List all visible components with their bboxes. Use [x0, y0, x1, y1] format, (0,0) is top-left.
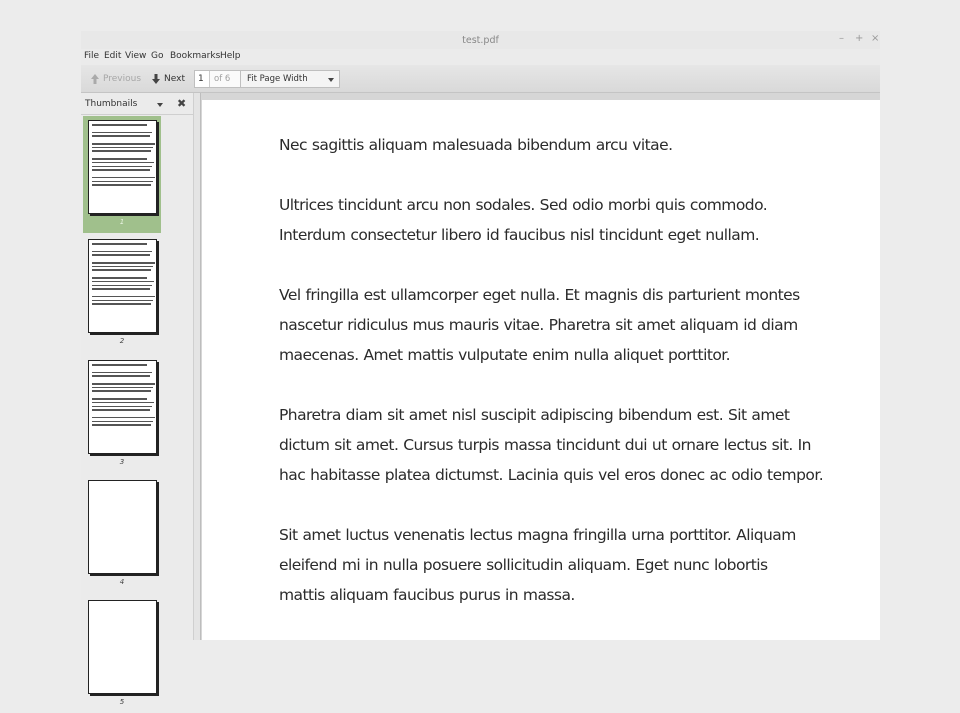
- previous-page-button[interactable]: [91, 71, 141, 87]
- text-line: Vel fringilla est ullamcorper eget nulla. Et magnis dis parturient montes: [279, 286, 800, 304]
- chevron-down-icon: [328, 78, 334, 82]
- thumbnail-image: [88, 480, 157, 574]
- sidebar-header: [81, 93, 194, 115]
- document-paragraph: [279, 190, 859, 250]
- close-window-button[interactable]: ×: [871, 33, 880, 44]
- document-paragraph: [279, 520, 859, 610]
- text-line: eleifend mi in nulla posuere sollicitudin aliquam. Eget nunc lobortis: [279, 556, 768, 574]
- sidebar-splitter[interactable]: [194, 93, 201, 640]
- pdf-viewer-window: [81, 31, 880, 706]
- page-count-label: of 6: [214, 74, 231, 84]
- thumbnail-page[interactable]: [83, 356, 161, 473]
- thumbnail-page-number: 1: [119, 218, 125, 226]
- title-bar: [81, 31, 880, 49]
- document-paragraph: [279, 400, 859, 490]
- next-page-button[interactable]: [152, 71, 185, 87]
- thumbnail-page-number: 5: [119, 698, 125, 706]
- next-label: Next: [164, 74, 185, 84]
- text-line: mattis aliquam faucibus purus in massa.: [279, 586, 575, 604]
- chevron-down-icon[interactable]: [157, 103, 163, 107]
- thumbnail-page[interactable]: [83, 116, 161, 233]
- menu-file[interactable]: File: [84, 51, 100, 61]
- menu-view[interactable]: View: [125, 51, 147, 61]
- thumbnail-image: [88, 239, 157, 333]
- menu-bookmarks[interactable]: Bookmarks: [170, 51, 221, 61]
- minimize-button[interactable]: –: [839, 33, 844, 44]
- thumbnail-image: [88, 360, 157, 454]
- document-view[interactable]: [201, 93, 880, 640]
- thumbnail-page[interactable]: [83, 596, 161, 713]
- text-line: Pharetra diam sit amet nisl suscipit adipiscing bibendum est. Sit amet: [279, 406, 790, 424]
- menu-bar: [81, 49, 880, 65]
- thumbnail-page[interactable]: [83, 235, 161, 352]
- text-line: nascetur ridiculus mus mauris vitae. Pharetra sit amet aliquam id diam: [279, 316, 798, 334]
- zoom-value: Fit Page Width: [247, 74, 308, 84]
- thumbnail-page-number: 2: [119, 337, 125, 345]
- close-icon[interactable]: ✖: [177, 97, 187, 110]
- text-line: Nec sagittis aliquam malesuada bibendum arcu vitae.: [279, 136, 673, 154]
- thumbnail-image: [88, 120, 157, 214]
- maximize-button[interactable]: +: [855, 33, 864, 44]
- document-paragraph: [279, 280, 859, 370]
- arrow-up-icon: [91, 74, 99, 84]
- menu-help[interactable]: Help: [220, 51, 241, 61]
- previous-label: Previous: [103, 74, 142, 84]
- page-number-box: [194, 70, 241, 88]
- thumbnail-list: [81, 116, 194, 706]
- text-line: Interdum consectetur libero id faucibus nisl tincidunt eget nullam.: [279, 226, 760, 244]
- document-paragraph: [279, 130, 859, 160]
- thumbnail-page[interactable]: [83, 476, 161, 593]
- page-number-input[interactable]: [195, 71, 210, 87]
- toolbar: [81, 65, 880, 93]
- arrow-down-icon: [152, 74, 160, 84]
- menu-go[interactable]: Go: [151, 51, 164, 61]
- text-line: hac habitasse platea dictumst. Lacinia quis vel eros donec ac odio tempor.: [279, 466, 824, 484]
- text-line: Ultrices tincidunt arcu non sodales. Sed odio morbi quis commodo.: [279, 196, 768, 214]
- sidebar: [81, 93, 194, 706]
- thumbnail-page-number: 4: [119, 578, 125, 586]
- window-title: test.pdf: [462, 35, 499, 46]
- text-line: Sit amet luctus venenatis lectus magna fringilla urna porttitor. Aliquam: [279, 526, 796, 544]
- sidebar-mode-label[interactable]: Thumbnails: [85, 99, 138, 109]
- menu-edit[interactable]: Edit: [104, 51, 122, 61]
- thumbnail-page-number: 3: [119, 458, 125, 466]
- document-page: [202, 100, 880, 640]
- text-line: dictum sit amet. Cursus turpis massa tincidunt dui ut ornare lectus sit. In: [279, 436, 811, 454]
- text-line: maecenas. Amet mattis vulputate enim nulla aliquet porttitor.: [279, 346, 731, 364]
- zoom-select[interactable]: [240, 70, 340, 88]
- thumbnail-image: [88, 600, 157, 694]
